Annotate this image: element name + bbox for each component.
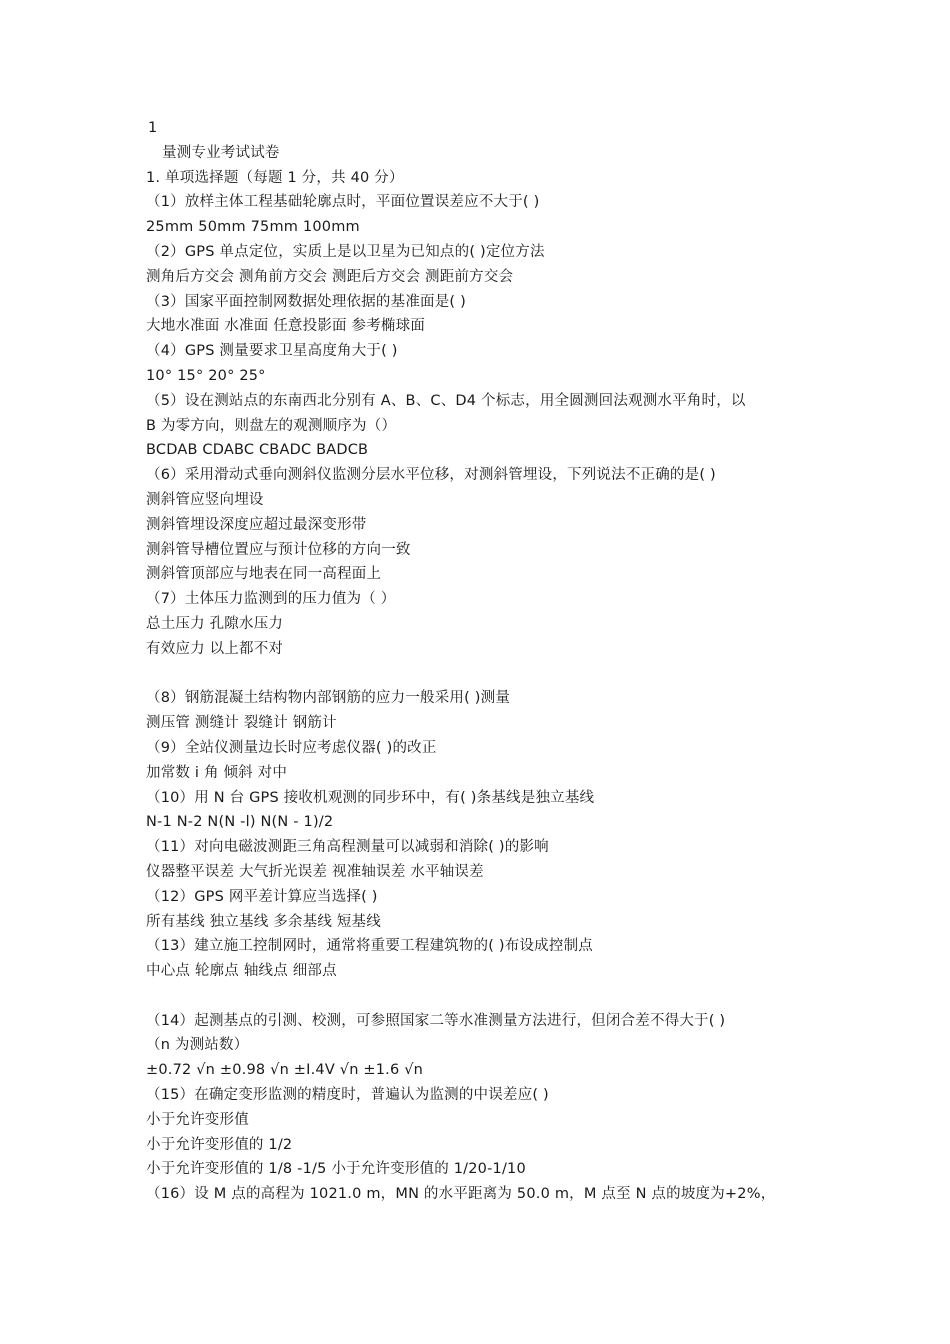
- text-line: 大地水准面 水准面 任意投影面 参考椭球面: [146, 318, 426, 335]
- page-number: 1: [148, 120, 158, 136]
- text-line: N-1 N-2 N(N -l) N(N - 1)/2: [146, 814, 334, 831]
- text-line: 10° 15° 20° 25°: [146, 367, 266, 384]
- text-line: （16）设 M 点的高程为 1021.0 m，MN 的水平距离为 50.0 m，M 点至 N 点的坡度为+2%，: [146, 1186, 776, 1203]
- text-line: （13）建立施工控制网时，通常将重要工程建筑物的( )布设成控制点: [146, 938, 593, 955]
- text-line: 小于允许变形值的 1/2: [146, 1136, 293, 1153]
- text-line: 总土压力 孔隙水压力: [146, 615, 284, 632]
- text-line: 测斜管埋设深度应超过最深变形带: [146, 516, 367, 533]
- text-line: 有效应力 以上都不对: [146, 640, 284, 657]
- document-title: 量测专业考试试卷: [162, 144, 280, 161]
- text-line: 测斜管导槽位置应与预计位移的方向一致: [146, 541, 411, 558]
- section-heading: 1. 单项选择题（每题 1 分，共 40 分）: [146, 169, 404, 186]
- text-line: 测斜管顶部应与地表在同一高程面上: [146, 566, 382, 583]
- text-line: （8）钢筋混凝土结构物内部钢筋的应力一般采用( )测量: [146, 690, 511, 707]
- text-line: BCDAB CDABC CBADC BADCB: [146, 442, 369, 459]
- text-line: （12）GPS 网平差计算应当选择( ): [146, 888, 378, 905]
- text-line: 25mm 50mm 75mm 100mm: [146, 219, 360, 236]
- text-line: （5）设在测站点的东南西北分别有 A、B、C、D4 个标志，用全圆测回法观测水平角时，以: [146, 392, 746, 409]
- text-line: （3）国家平面控制网数据处理依据的基准面是( ): [146, 293, 466, 310]
- text-line: （11）对向电磁波测距三角高程测量可以减弱和消除( )的影响: [146, 839, 549, 856]
- text-line: （10）用 N 台 GPS 接收机观测的同步环中，有( )条基线是独立基线: [146, 789, 595, 806]
- text-line: （9）全站仪测量边长时应考虑仪器( )的改正: [146, 739, 437, 756]
- text-line: （14）起测基点的引测、校测，可参照国家二等水准测量方法进行，但闭合差不得大于( ): [146, 1012, 726, 1029]
- text-line: （6）采用滑动式垂向测斜仪监测分层水平位移，对测斜管埋设，下列说法不正确的是( ): [146, 467, 716, 484]
- text-line: （1）放样主体工程基础轮廓点时，平面位置误差应不大于( ): [146, 194, 540, 211]
- text-line: B 为零方向，则盘左的观测顺序为（）: [146, 417, 397, 434]
- text-line: （7）土体压力监测到的压力值为（ ）: [146, 591, 396, 608]
- document-body: [146, 116, 816, 1207]
- text-line: 加常数 i 角 倾斜 对中: [146, 764, 288, 781]
- text-line: 小于允许变形值的 1/8 -1/5 小于允许变形值的 1/20-1/10: [146, 1161, 526, 1178]
- text-line: （n 为测站数）: [146, 1037, 249, 1054]
- text-line: （2）GPS 单点定位，实质上是以卫星为已知点的( )定位方法: [146, 243, 545, 260]
- blank-line: [146, 662, 816, 687]
- blank-line: [146, 984, 816, 1009]
- text-line: （15）在确定变形监测的精度时，普遍认为监测的中误差应( ): [146, 1087, 549, 1104]
- text-line: 小于允许变形值: [146, 1111, 249, 1128]
- text-line: 仪器整平误差 大气折光误差 视准轴误差 水平轴误差: [146, 863, 484, 880]
- text-line: 所有基线 独立基线 多余基线 短基线: [146, 913, 381, 930]
- text-line: 测压管 测缝计 裂缝计 钢筋计: [146, 715, 337, 732]
- text-line: 测角后方交会 测角前方交会 测距后方交会 测距前方交会: [146, 268, 514, 285]
- text-line: ±0.72 √n ±0.98 √n ±I.4V √n ±1.6 √n: [146, 1062, 424, 1079]
- text-line: 中心点 轮廓点 轴线点 细部点: [146, 963, 337, 980]
- text-line: （4）GPS 测量要求卫星高度角大于( ): [146, 343, 398, 360]
- text-line: 测斜管应竖向埋设: [146, 491, 264, 508]
